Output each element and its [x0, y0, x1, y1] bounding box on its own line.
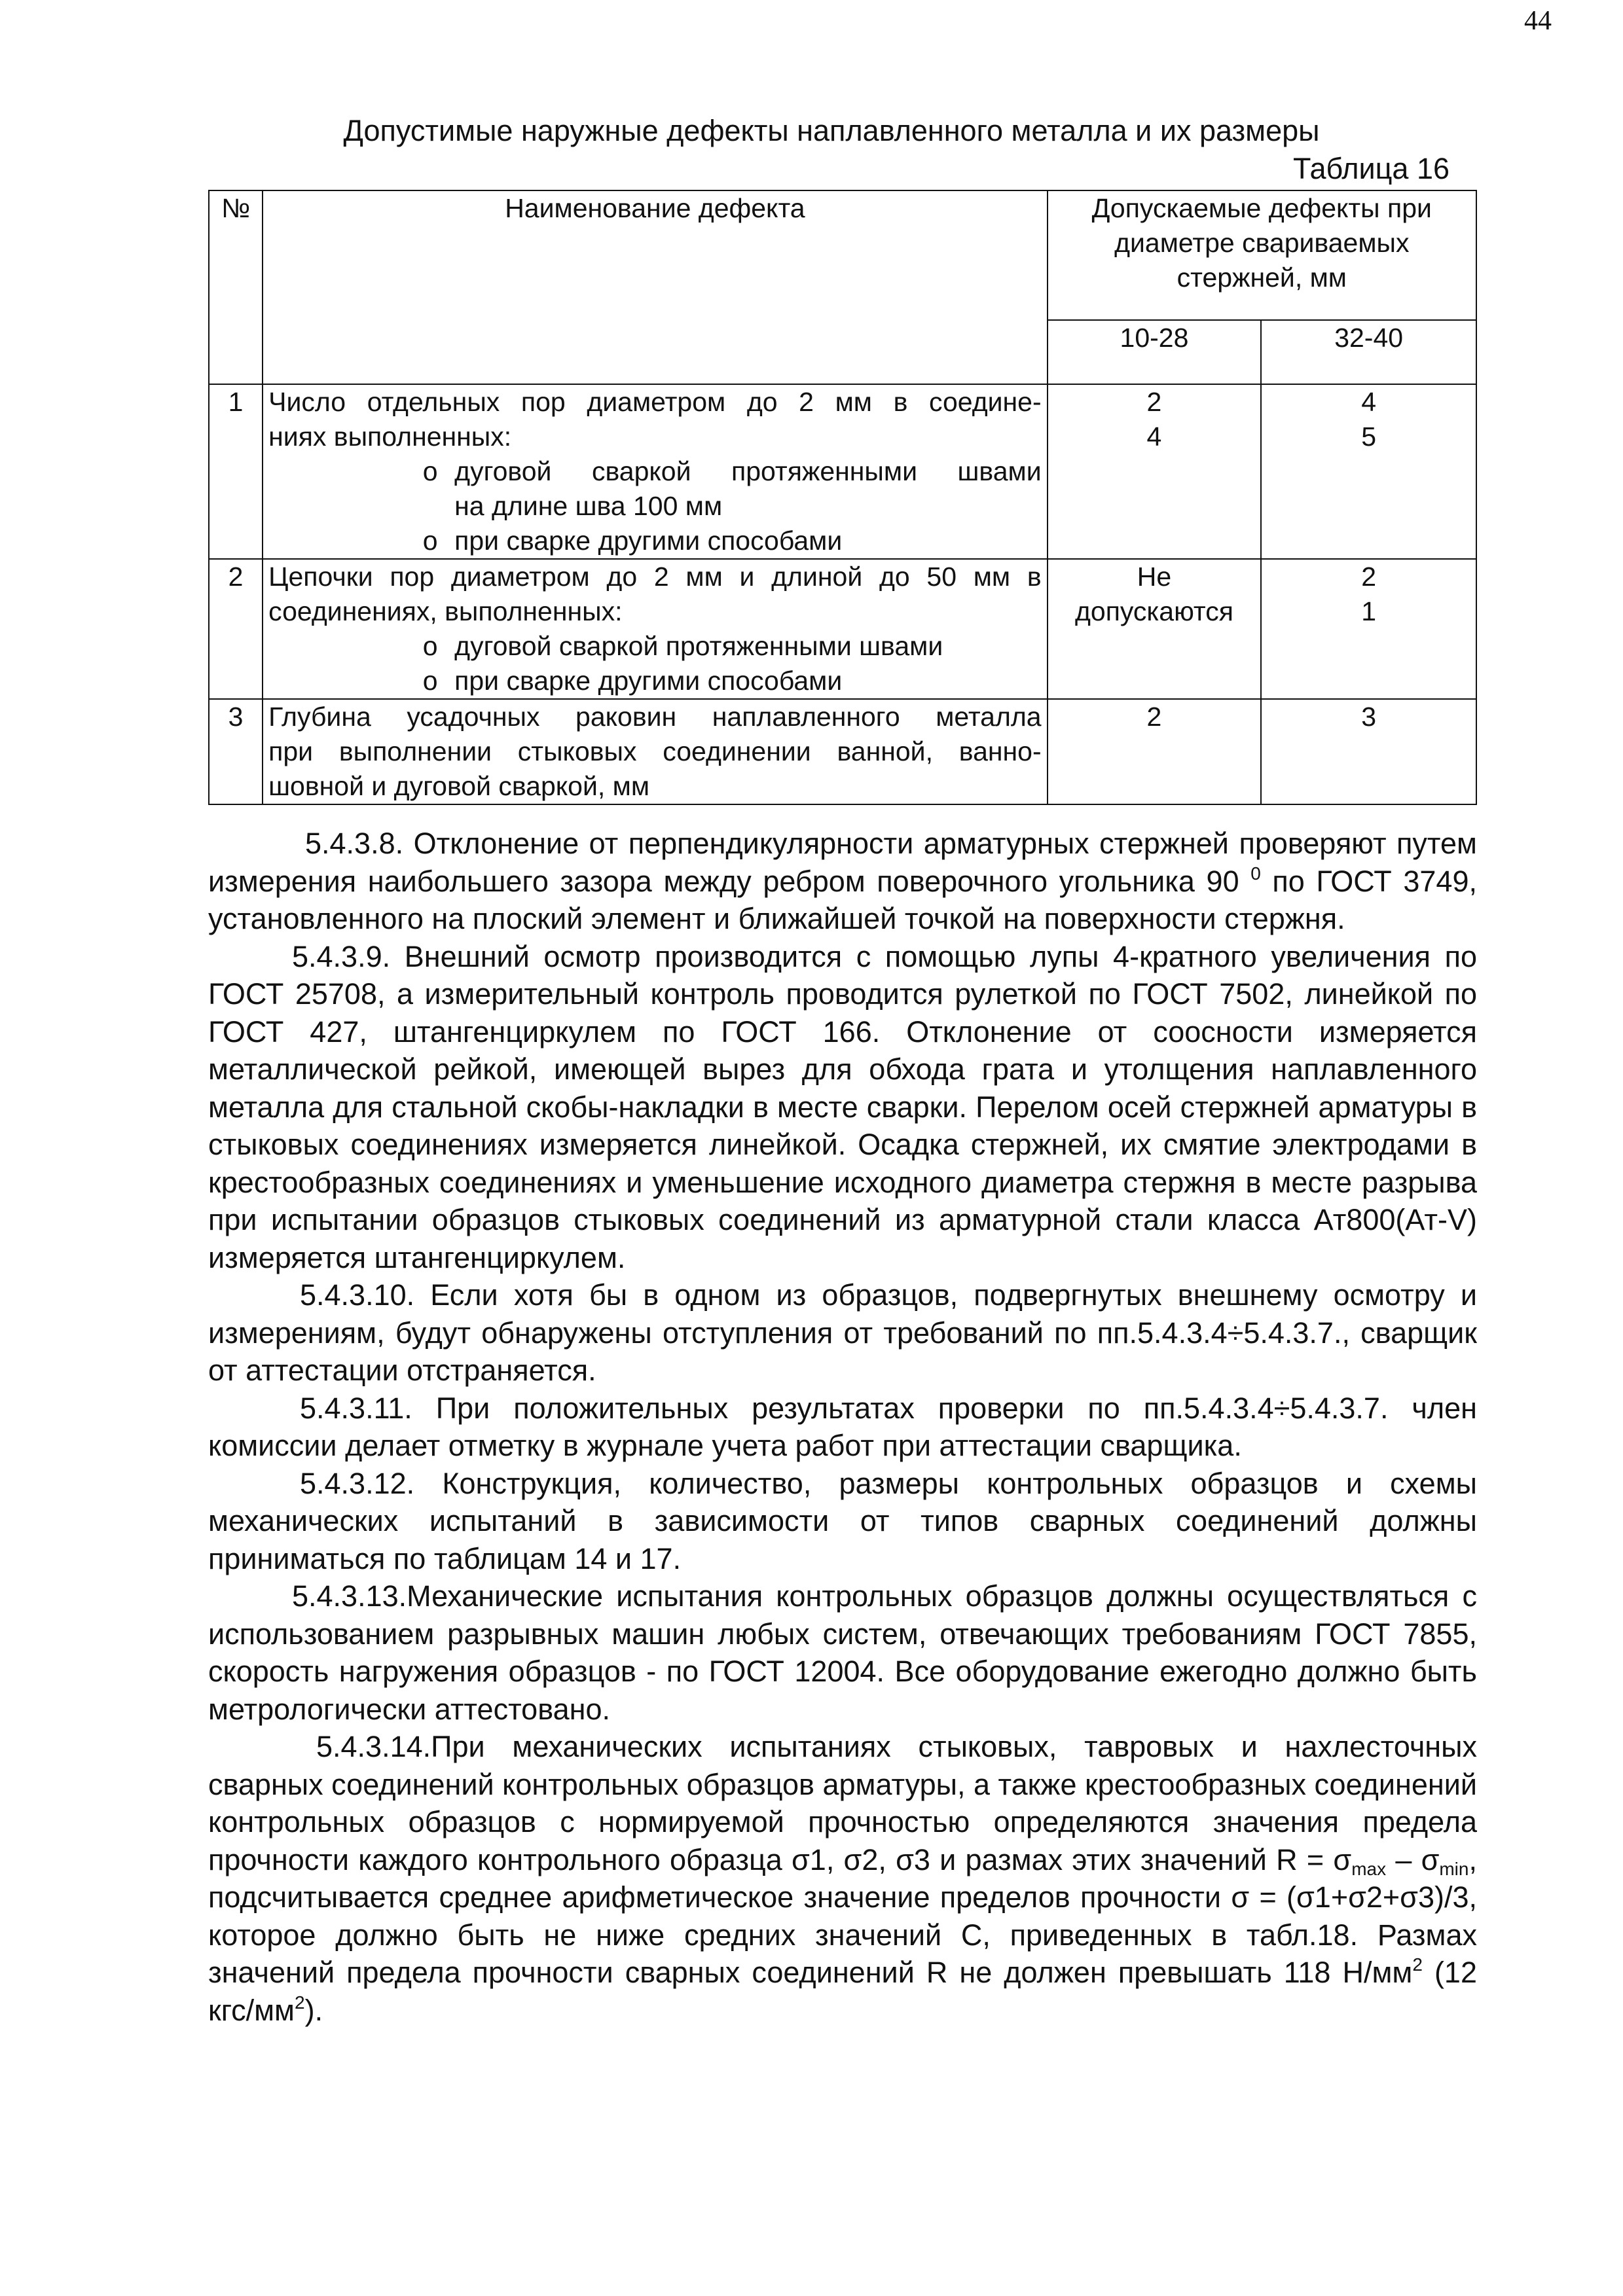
- row-name: [263, 384, 1047, 559]
- header-allowed-line: диаметре свариваемых: [1114, 228, 1410, 258]
- page-number: 44: [1524, 6, 1552, 36]
- sub-item: [268, 454, 1041, 524]
- row-name: [263, 699, 1047, 804]
- header-allowed-line: стержней, мм: [1176, 262, 1347, 293]
- value-line: 5: [1361, 422, 1377, 452]
- paragraph-5-4-3-8: [208, 825, 1477, 938]
- value-line: 4: [1146, 422, 1162, 452]
- paragraph-5-4-3-10: 5.4.3.10. Если хотя бы в одном из образцов, подвергнутых внешнему осмотру и измерениям, будут обнаружены отступления от требований по пп.5.4.3.4÷5.4.3.7., сварщик от аттестации отстраняется.: [208, 1278, 1477, 1387]
- header-num: №: [209, 190, 263, 384]
- value-line: 1: [1361, 596, 1377, 626]
- row-name-line: Цепочки пор диаметром до 2 мм и длиной до 50 мм в: [268, 562, 1042, 592]
- table-row: [209, 699, 1476, 804]
- header-allowed: [1048, 190, 1476, 320]
- table-row: [209, 384, 1476, 559]
- sub-item: [268, 664, 1041, 698]
- value-line: 2: [1146, 387, 1162, 417]
- row-name: [263, 559, 1047, 699]
- table-title: Допустимые наружные дефекты наплавленного металла и их размеры: [343, 114, 1320, 147]
- row-name-line: при выполнении стыковых соединении ванной, ванно-: [268, 736, 1042, 766]
- sub-item-text: при сварке другими способами: [454, 526, 843, 556]
- sub-item-text: на длине шва 100 мм: [454, 491, 723, 521]
- paragraph-text: (12 кгс/мм: [208, 1956, 1477, 2027]
- row-name-line: Число отдельных пор диаметром до 2 мм в соедине-: [268, 387, 1042, 417]
- subscript: min: [1439, 1858, 1469, 1879]
- value-line: 2: [1361, 562, 1377, 592]
- row-value-a: 2: [1048, 699, 1262, 804]
- value-line: 4: [1361, 387, 1377, 417]
- row-name-line: соединениях, выполненных:: [268, 596, 623, 626]
- bullet-icon: o: [422, 666, 438, 696]
- paragraph-5-4-3-11: 5.4.3.11. При положительных результатах проверки по пп.5.4.3.4÷5.4.3.7. член комиссии делает отметку в журнале учета работ при аттестации сварщика.: [208, 1391, 1477, 1462]
- paragraph-5-4-3-13: 5.4.3.13.Механические испытания контрольных образцов должны осуществляться с использованием разрывных машин любых систем, отвечающих требованиям ГОСТ 7855, скорость нагружения образцов - по ГОСТ 12004. Все оборудование ежегодно должно быть метрологически аттестовано.: [208, 1579, 1477, 1726]
- paragraph-5-4-3-9: 5.4.3.9. Внешний осмотр производится с помощью лупы 4-кратного увеличения по ГОСТ 25708, а измерительный контроль проводится рулеткой по ГОСТ 7502, линейкой по ГОСТ 427, штангенциркулем по ГОСТ 166. Отклонение от соосности измеряется металлической рейкой, имеющей вырез для обхода грата и утолщения наплавленного металла для стальной скобы-накладки в месте сварки. Перелом осей стержней арматуры в стыковых соединениях измеряется линейкой. Осадка стержней, их смятие электродами в крестообразных соединениях и уменьшение исходного диаметра стержня в месте разрыва при испытании образцов стыковых соединений из арматурной стали класса Ат800(Ат-V) измеряется штангенциркулем.: [208, 939, 1477, 1274]
- paragraph-text: 5.4.3.8. Отклонение от перпендикулярности арматурных стержней проверяют путем измерения наибольшего зазора между ребром поверочного угольника 90: [208, 827, 1477, 898]
- row-value-b: [1261, 559, 1476, 699]
- header-range-b: 32-40: [1261, 320, 1476, 384]
- superscript: 0: [1250, 863, 1261, 884]
- row-name-line: ниях выполненных:: [268, 422, 512, 452]
- superscript: 2: [295, 1992, 305, 2013]
- sub-item-text: дуговой сваркой протяженными швами: [454, 631, 943, 661]
- subscript: max: [1351, 1858, 1387, 1879]
- paragraph-text: ).: [304, 1993, 323, 2027]
- superscript: 2: [1412, 1954, 1423, 1975]
- header-allowed-line: Допускаемые дефекты при: [1091, 193, 1432, 223]
- bullet-icon: o: [422, 456, 438, 486]
- sub-item-text: при сварке другими способами: [454, 666, 843, 696]
- header-range-a: 10-28: [1048, 320, 1262, 384]
- row-num: 2: [209, 559, 263, 699]
- header-name: Наименование дефекта: [263, 190, 1047, 384]
- sub-item: [268, 524, 1041, 558]
- paragraph-5-4-3-12: 5.4.3.12. Конструкция, количество, размеры контрольных образцов и схемы механических испытаний в зависимости от типов сварных соединений должны приниматься по таблицам 14 и 17.: [208, 1466, 1477, 1575]
- table-label: Таблица 16: [1293, 152, 1450, 185]
- row-num: 1: [209, 384, 263, 559]
- bullet-icon: o: [422, 526, 438, 556]
- row-value-b: 3: [1261, 699, 1476, 804]
- row-value-a: [1048, 559, 1262, 699]
- body-text: [208, 825, 1477, 2029]
- paragraph-5-4-3-14: [208, 1728, 1477, 2029]
- row-name-line: шовной и дуговой сваркой, мм: [268, 771, 650, 801]
- defects-table: [208, 190, 1477, 805]
- paragraph-text: по ГОСТ 3749, установленного на плоский элемент и ближайшей точкой на поверхности стержня.: [208, 864, 1477, 935]
- table-header-row: [209, 190, 1476, 320]
- row-num: 3: [209, 699, 263, 804]
- sub-item-text: дуговой сваркой протяженными швами: [454, 456, 1042, 486]
- paragraph-text: – σ: [1386, 1842, 1440, 1876]
- paragraph-text: 5.4.3.14.При механических испытаниях стыковых, тавровых и нахлесточных сварных соединений контрольных образцов арматуры, а также крестообразных соединений контрольных образцов с нормируемой прочностью определяются значения предела прочности каждого контрольного образца σ1, σ2, σ3 и размах этих значений R = σ: [208, 1730, 1477, 1876]
- row-name-line: Глубина усадочных раковин наплавленного металла: [268, 702, 1042, 732]
- paragraph-text: , подсчитывается среднее арифметическое значение пределов прочности σ = (σ1+σ2+σ3)/3, которое должно быть не ниже средних значений С, приведенных в табл.18. Размах значений предела прочности сварных соединений R не должен превышать 118 Н/мм: [208, 1842, 1477, 1989]
- value-line: Не: [1137, 562, 1172, 592]
- sub-item: [268, 629, 1041, 664]
- bullet-icon: o: [422, 631, 438, 661]
- row-value-a: [1048, 384, 1262, 559]
- row-value-b: [1261, 384, 1476, 559]
- table-row: [209, 559, 1476, 699]
- value-line: допускаются: [1074, 596, 1233, 626]
